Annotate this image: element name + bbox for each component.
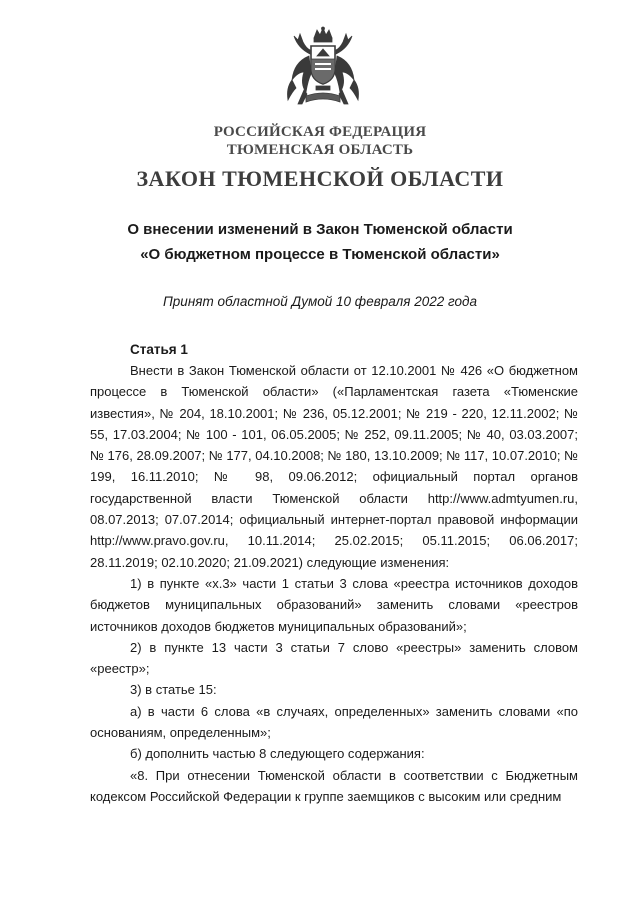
article-paragraph: «8. При отнесении Тюменской области в соответствии с Бюджетным кодексом Российской Федерации к группе заемщиков с высоким или средним: [90, 767, 578, 804]
article-paragraph: Внести в Закон Тюменской области от 12.10.2001 № 426 «О бюджетном процессе в Тюменской области» («Парламентская газета «Тюменские известия», № 204, 18.10.2001; № 236, 05.12.2001; № 219 - 220, 12.11.2002; № 55, 17.03.2004; № 100 - 101, 06.05.2005; № 252, 09.11.2005; № 40, 03.03.2007; № 176, 28.09.2007; № 177, 04.10.2008; № 180, 13.10.2009; № 117, 10.07.2010; № 199, 16.11.2010; № 98, 09.06.2012; официальный портал органов государственной власти Тюменской области http://www.admtyumen.ru, 08.07.2013; 07.07.2014; официальный интернет-портал правовой информации http://www.pravo.gov.ru, 10.11.2014; 25.02.2015; 05.11.2015; 06.06.2017; 28.11.2019; 02.10.2020; 21.09.2021) следующие изменения:: [90, 363, 579, 570]
law-subject-line-2: «О бюджетном процессе в Тюменской области»: [140, 246, 500, 263]
adoption-note: Принят областной Думой 10 февраля 2022 года: [163, 294, 477, 309]
article-paragraph: а) в части 6 слова «в случаях, определенных» заменить словами «по основаниям, определенным»;: [90, 703, 578, 741]
article-paragraph: 3) в статье 15:: [130, 682, 217, 698]
law-subject-line-1: О внесении изменений в Закон Тюменской области: [127, 221, 513, 238]
article-paragraph: б) дополнить частью 8 следующего содержания:: [130, 746, 425, 762]
article-title: Статья 1: [130, 342, 188, 357]
country-name: РОССИЙСКАЯ ФЕДЕРАЦИЯ: [213, 124, 427, 140]
law-heading: ЗАКОН ТЮМЕНСКОЙ ОБЛАСТИ: [136, 166, 504, 191]
tyumen-coat-of-arms-icon: [284, 26, 362, 110]
region-name: ТЮМЕНСКАЯ ОБЛАСТЬ: [226, 142, 414, 158]
article-paragraph: 2) в пункте 13 части 3 статьи 7 слово «реестры» заменить словом «реестр»;: [90, 639, 578, 677]
article-paragraph: 1) в пункте «х.3» части 1 статьи 3 слова «реестра источников доходов бюджетов муниципальных образований» заменить словами «реестров источников доходов бюджетов муниципальных образований»;: [90, 575, 578, 634]
article-body: [90, 360, 578, 807]
